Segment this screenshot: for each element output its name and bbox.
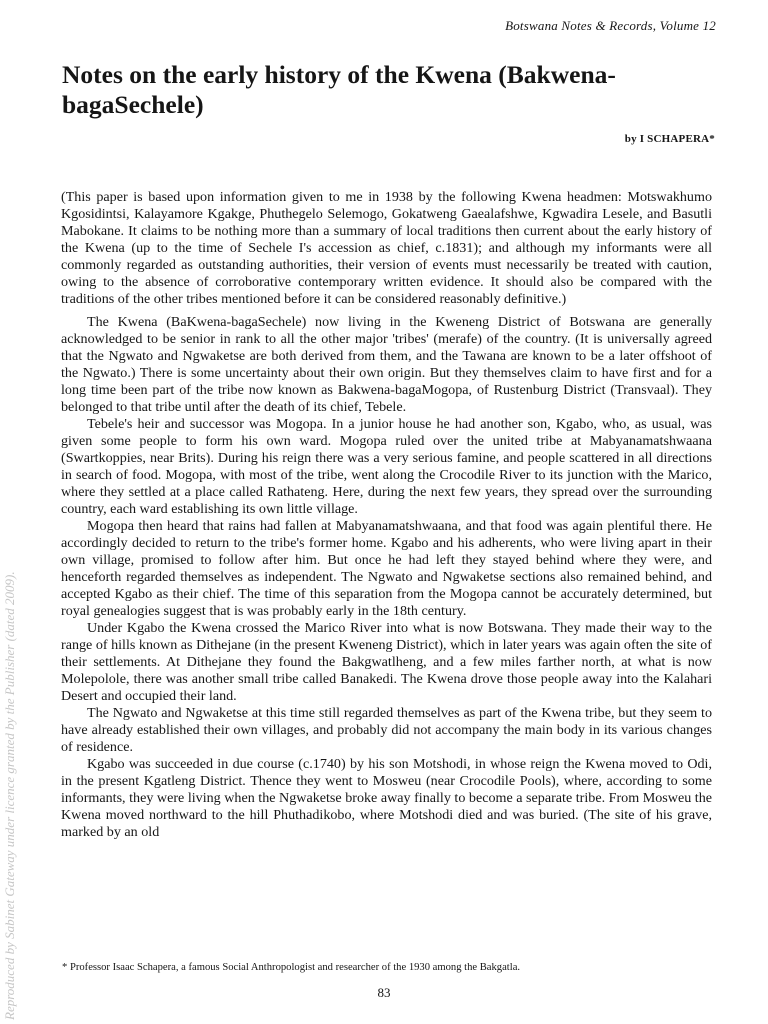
body-paragraph: Mogopa then heard that rains had fallen at Mabyanamatshwaana, and that food was again plentiful there. He accordingly decided to return to the tribe's former home. Kgabo and his adherents, who were living apart in their own village, promised to follow after him. But once he had left they stayed behind where they were, and henceforth regarded themselves as independent. The Ngwato and Ngwaketse sections also remained behind, and accepted Kgabo as their chief. The time of this separation from the Mogopa cannot be accurately determined, but royal genealogies suggest that is was probably early in the 18th century. [61,518,712,619]
footnote: * Professor Isaac Schapera, a famous Social Anthropologist and researcher of the 1930 among the Bakgatla. [62,962,521,973]
watermark-text: Reproduced by Sabinet Gateway under licence granted by the Publisher (dated 2009). [2,571,17,1020]
body-paragraph: Under Kgabo the Kwena crossed the Marico River into what is now Botswana. They made their way to the range of hills known as Dithejane (in the present Kweneng District), which in later years was again often the site of their settlements. At Dithejane they found the Bakgwatlheng, and a few miles farther north, at what is now Molepolole, there was another small tribe called Banakedi. The Kwena drove those people away into the Kalahari Desert and occupied their land. [61,620,712,704]
author-byline: by I SCHAPERA* [624,133,715,145]
article-body [61,189,712,841]
body-paragraph: Tebele's heir and successor was Mogopa. In a junior house he had another son, Kgabo, who, as usual, was given some people to form his own ward. Mogopa ruled over the united tribe at Mabyanamatshwaana (Swartkoppies, near Brits). During his reign there was a very serious famine, and people scattered in all directions in search of food. Mogopa, with most of the tribe, went along the Crocodile River to its junction with the Marico, where they settled at a place called Rathateng. Here, during the next few years, they spread over the surrounding country, each ward establishing its own little village. [61,416,712,517]
body-paragraph: The Kwena (BaKwena-bagaSechele) now living in the Kweneng District of Botswana are generally acknowledged to be senior in rank to all the other major 'tribes' (merafe) of the country. (It is universally agreed that the Ngwato and Ngwaketse are both derived from them, and the Tawana are known to be a later offshoot of the Ngwato.) There is some uncertainty about their own origin. But they themselves claim to have first and for a long time been part of the tribe now known as Bakwena-bagaMogopa, of Rustenburg District (Transvaal). They belonged to that tribe until after the death of its chief, Tebele. [61,314,712,415]
body-paragraph: Kgabo was succeeded in due course (c.1740) by his son Motshodi, in whose reign the Kwena moved to Odi, in the present Kgatleng District. Thence they went to Mosweu (near Crocodile Pools), where, according to some informants, they were living when the Ngwaketse broke away finally to become a separate tribe. From Mosweu the Kwena moved northward to the hill Phuthadikobo, where Motshodi died and was buried. (The site of his grave, marked by an old [61,756,712,840]
body-paragraph: The Ngwato and Ngwaketse at this time still regarded themselves as part of the Kwena tribe, but they seem to have already established their own villages, and probably did not accompany the main body in its various changes of residence. [61,705,712,755]
page-number: 83 [377,985,391,1000]
article-title: Notes on the early history of the Kwena (Bakwena-bagaSechele) [62,60,616,119]
running-head: Botswana Notes & Records, Volume 12 [505,18,716,33]
intro-paragraph: (This paper is based upon information given to me in 1938 by the following Kwena headmen: Motswakhumo Kgosidintsi, Kalayamore Kgakge, Phuthegelo Selemogo, Gokatweng Gaealafshwe, Kgwadira Lesele, and Basutli Mabokane. It claims to be nothing more than a summary of local traditions then current about the early history of the Kwena (up to the time of Sechele I's accession as chief, c.1831); and although my informants were all commonly regarded as outstanding authorities, their version of events must necessarily be treated with caution, owing to the absence of corroborative contemporary written evidence. It should also be compared with the traditions of the other tribes mentioned before it can be considered reasonably definitive.) [61,189,712,307]
